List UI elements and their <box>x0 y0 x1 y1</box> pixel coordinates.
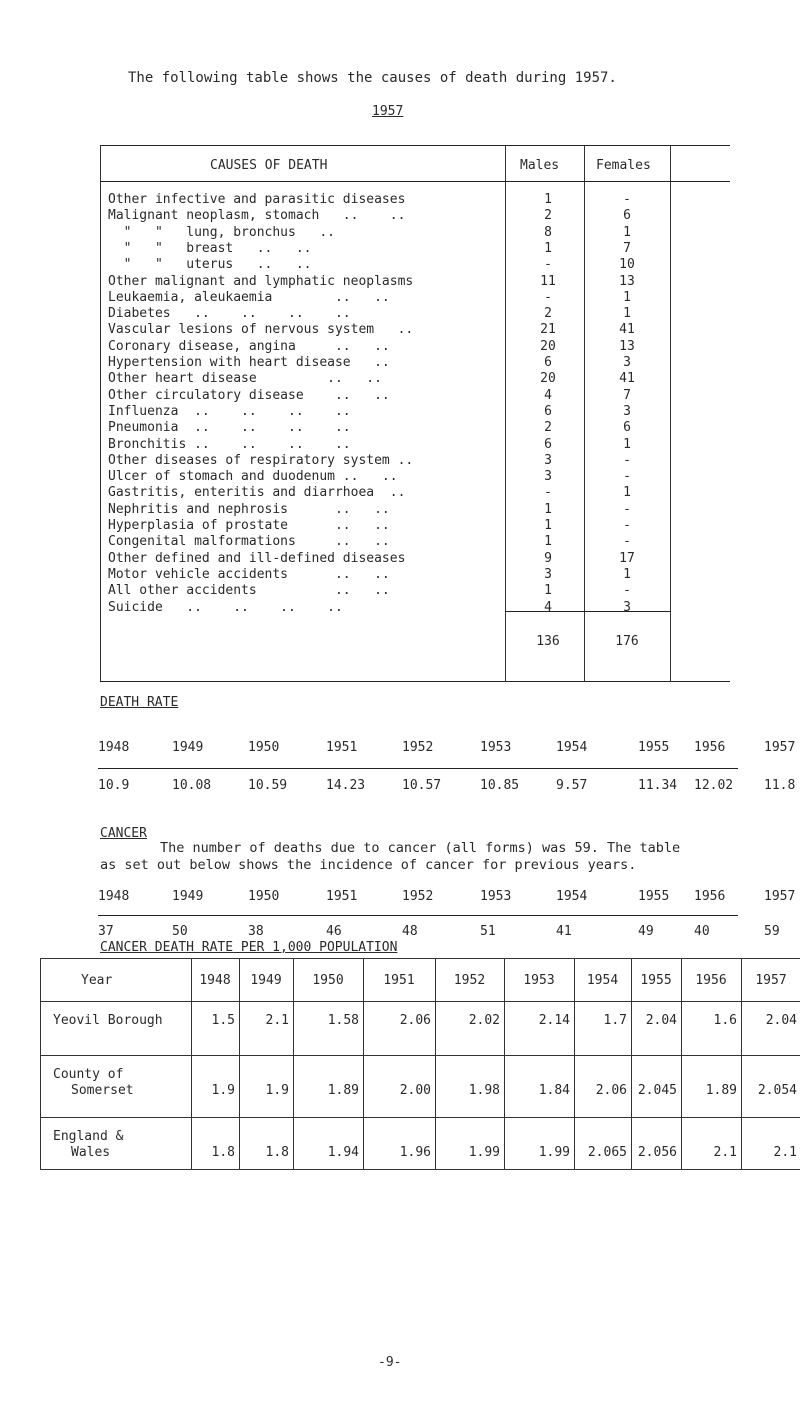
death-rate-value: 14.23 <box>326 778 366 793</box>
rate-value: 2.14 <box>538 1013 570 1028</box>
table-divider <box>435 959 436 1169</box>
total-males: 136 <box>536 634 560 649</box>
females-count: 13 <box>619 338 635 354</box>
table-row <box>100 257 730 274</box>
rate-value: 1.5 <box>211 1013 235 1028</box>
cancer-title: CANCER <box>100 826 147 841</box>
table-row <box>100 290 730 307</box>
males-count: 20 <box>540 371 556 387</box>
rate-value: 2.1 <box>773 1145 797 1160</box>
rate-value: 2.00 <box>399 1083 431 1098</box>
cause-label: Other circulatory disease .. .. <box>108 387 390 403</box>
table-row <box>100 534 730 551</box>
table-row <box>100 371 730 388</box>
cause-label: Other infective and parasitic diseases <box>108 192 406 207</box>
year-header-cell: 1957 <box>755 973 787 988</box>
cause-label: " " lung, bronchus .. <box>108 224 335 240</box>
females-count: 1 <box>623 436 631 452</box>
cause-label: Hyperplasia of prostate .. .. <box>108 518 390 533</box>
rate-value: 2.04 <box>765 1013 797 1028</box>
death-rate-value: 9.57 <box>556 778 588 793</box>
cancer-year: 1953 <box>480 889 512 904</box>
table-row <box>100 437 730 454</box>
males-count: 20 <box>540 338 556 354</box>
males-count: 2 <box>544 208 552 224</box>
table-row <box>100 551 730 568</box>
rate-value: 2.054 <box>757 1083 797 1098</box>
cancer-year: 1950 <box>248 889 280 904</box>
females-count: - <box>623 583 631 599</box>
death-rate-value: 12.02 <box>694 778 734 793</box>
cause-label: Pneumonia .. .. .. .. <box>108 420 351 436</box>
header-males: Males <box>520 158 560 173</box>
table-row <box>100 485 730 502</box>
row-rule <box>41 1001 800 1002</box>
cancer-year: 1952 <box>402 889 434 904</box>
page-number: -9- <box>378 1355 402 1370</box>
death-rate-year: 1948 <box>98 740 130 755</box>
females-count: 17 <box>619 550 635 566</box>
males-count: 21 <box>540 322 556 338</box>
females-count: 10 <box>619 257 635 273</box>
table-divider <box>191 959 192 1169</box>
rate-value: 2.045 <box>637 1083 677 1098</box>
table-row <box>100 404 730 421</box>
row-label: England & <box>53 1129 124 1144</box>
year-header-cell: 1949 <box>250 973 282 988</box>
cancer-year: 1954 <box>556 889 588 904</box>
cause-label: Other diseases of respiratory system .. <box>108 452 414 468</box>
cause-label: Other malignant and lymphatic neoplasms <box>108 273 414 289</box>
females-count: 13 <box>619 273 635 289</box>
rate-value: 1.9 <box>211 1083 235 1098</box>
rate-value: 2.02 <box>468 1013 500 1028</box>
year-header-cell: 1948 <box>199 973 231 988</box>
row-label: County of <box>53 1067 124 1082</box>
males-count: 3 <box>544 452 552 468</box>
cause-label: Congenital malformations .. .. <box>108 534 390 550</box>
rate-value: 1.99 <box>538 1145 570 1160</box>
cause-label: Bronchitis .. .. .. .. <box>108 436 351 452</box>
cancer-count: 40 <box>694 924 710 939</box>
females-count: 6 <box>623 420 631 436</box>
rate-value: 1.84 <box>538 1083 570 1098</box>
females-count: 3 <box>623 599 631 615</box>
death-rate-year: 1951 <box>326 740 358 755</box>
death-rate-year: 1949 <box>172 740 204 755</box>
females-count: 1 <box>623 224 631 240</box>
females-count: 7 <box>623 387 631 403</box>
rate-value: 1.9 <box>265 1083 289 1098</box>
males-count: 4 <box>544 387 552 403</box>
females-count: 1 <box>623 566 631 582</box>
death-rate-year: 1953 <box>480 740 512 755</box>
males-count: 1 <box>544 518 552 533</box>
rate-value: 1.7 <box>603 1013 627 1028</box>
cause-label: Gastritis, enteritis and diarrhoea .. <box>108 485 406 501</box>
cause-label: Nephritis and nephrosis .. .. <box>108 501 390 517</box>
rate-value: 2.06 <box>595 1083 627 1098</box>
males-count: 3 <box>544 469 552 485</box>
year-header: Year <box>81 973 113 988</box>
death-rate-value: 11.34 <box>638 778 678 793</box>
females-count: - <box>623 518 631 533</box>
cause-label: Leukaemia, aleukaemia .. .. <box>108 289 390 305</box>
rate-value: 1.99 <box>468 1145 500 1160</box>
cancer-count: 46 <box>326 924 342 939</box>
cancer-count: 51 <box>480 924 496 939</box>
males-count: - <box>544 289 552 305</box>
cancer-rule <box>98 915 738 916</box>
females-count: 7 <box>623 240 631 256</box>
table-row <box>100 192 730 209</box>
table-row <box>100 502 730 519</box>
cause-label: Motor vehicle accidents .. .. <box>108 566 390 582</box>
year-header-cell: 1954 <box>586 973 619 988</box>
females-count: 1 <box>623 289 631 305</box>
females-count: 6 <box>623 208 631 224</box>
cause-label: Ulcer of stomach and duodenum .. .. <box>108 469 398 485</box>
cancer-text-line-1: The number of deaths due to cancer (all forms) was 59. The table <box>160 840 681 856</box>
death-rate-value: 11.8 <box>764 778 796 793</box>
cancer-count: 50 <box>172 924 188 939</box>
cancer-year: 1948 <box>98 889 130 904</box>
cause-label: Suicide .. .. .. .. <box>108 599 343 615</box>
cancer-count: 48 <box>402 924 418 939</box>
death-rate-values <box>98 778 796 798</box>
cancer-count: 37 <box>98 924 114 939</box>
cancer-year: 1955 <box>638 889 670 904</box>
intro-text: The following table shows the causes of death during 1957. <box>128 70 617 86</box>
cancer-year: 1949 <box>172 889 204 904</box>
males-count: 8 <box>544 224 552 240</box>
year-header-cell: 1951 <box>383 973 415 988</box>
table-row <box>100 208 730 225</box>
cancer-text-line-2: as set out below shows the incidence of cancer for previous years. <box>100 857 637 873</box>
cancer-count: 38 <box>248 924 264 939</box>
males-count: - <box>544 485 552 501</box>
rate-value: 1.98 <box>468 1083 500 1098</box>
row-label: Yeovil Borough <box>53 1013 163 1028</box>
rate-value: 1.58 <box>327 1013 359 1028</box>
males-count: 2 <box>544 306 552 322</box>
table-divider <box>363 959 364 1169</box>
males-count: 4 <box>544 599 552 615</box>
table-row <box>100 225 730 242</box>
males-count: 1 <box>544 534 552 550</box>
females-count: - <box>623 534 631 550</box>
males-count: 11 <box>540 273 556 289</box>
cause-label: Diabetes .. .. .. .. <box>108 306 351 322</box>
table-divider <box>504 959 505 1169</box>
death-rate-value: 10.85 <box>480 778 520 793</box>
death-rate-year: 1954 <box>556 740 588 755</box>
causes-table-title: 1957 <box>372 104 404 119</box>
rate-value: 1.8 <box>265 1145 289 1160</box>
cancer-years <box>98 889 796 909</box>
females-count: 41 <box>619 371 635 387</box>
year-header-cell: 1953 <box>523 973 555 988</box>
death-rate-value: 10.59 <box>248 778 288 793</box>
cause-label: Hypertension with heart disease .. <box>108 355 390 370</box>
table-row <box>100 583 730 600</box>
males-count: 6 <box>544 403 552 419</box>
cause-label: Coronary disease, angina .. .. <box>108 338 390 354</box>
table-divider <box>741 959 742 1169</box>
males-count: 3 <box>544 566 552 582</box>
rate-value: 2.065 <box>587 1145 627 1160</box>
females-count: - <box>623 469 631 485</box>
total-females: 176 <box>615 634 639 649</box>
females-count: 41 <box>619 322 635 338</box>
death-rate-value: 10.08 <box>172 778 212 793</box>
cause-label: Vascular lesions of nervous system .. <box>108 322 414 338</box>
cause-label: Other defined and ill-defined diseases <box>108 550 406 566</box>
row-rule <box>41 1117 800 1118</box>
table-row <box>100 453 730 470</box>
males-count: - <box>544 257 552 273</box>
rate-value: 1.6 <box>713 1013 737 1028</box>
table-row <box>100 469 730 486</box>
rate-value: 2.056 <box>637 1145 677 1160</box>
rate-value: 1.96 <box>399 1145 431 1160</box>
males-count: 6 <box>544 355 552 370</box>
rate-value: 2.1 <box>265 1013 289 1028</box>
table-row <box>100 241 730 258</box>
death-rate-value: 10.57 <box>402 778 442 793</box>
males-count: 1 <box>544 192 552 207</box>
table-row <box>100 274 730 291</box>
row-label: Somerset <box>71 1083 134 1098</box>
cause-label: Malignant neoplasm, stomach .. .. <box>108 208 406 224</box>
table-divider <box>681 959 682 1169</box>
table-row <box>100 600 730 617</box>
cause-label: All other accidents .. .. <box>108 583 390 599</box>
cause-label: Influenza .. .. .. .. <box>108 403 351 419</box>
females-count: 3 <box>623 403 631 419</box>
males-count: 2 <box>544 420 552 436</box>
year-header-cell: 1956 <box>695 973 727 988</box>
table-divider <box>293 959 294 1169</box>
cancer-year: 1951 <box>326 889 358 904</box>
cancer-count: 41 <box>556 924 572 939</box>
table-divider <box>239 959 240 1169</box>
header-causes: CAUSES OF DEATH <box>210 158 328 173</box>
death-rate-year: 1956 <box>694 740 726 755</box>
rate-value: 1.89 <box>327 1083 359 1098</box>
rate-value: 2.06 <box>399 1013 431 1028</box>
death-rate-year: 1957 <box>764 740 796 755</box>
table-row <box>100 355 730 372</box>
males-count: 1 <box>544 501 552 517</box>
females-count: - <box>623 452 631 468</box>
rate-value: 1.89 <box>705 1083 737 1098</box>
rate-value: 1.94 <box>327 1145 359 1160</box>
males-count: 6 <box>544 436 552 452</box>
cause-label: " " breast .. .. <box>108 240 312 256</box>
rate-value: 2.04 <box>645 1013 677 1028</box>
rate-value: 2.1 <box>713 1145 737 1160</box>
table-row <box>100 306 730 323</box>
table-row <box>100 567 730 584</box>
table-row <box>100 518 730 535</box>
table-row <box>100 388 730 405</box>
header-rule <box>100 181 730 182</box>
cancer-rate-title: CANCER DEATH RATE PER 1,000 POPULATION <box>100 940 398 955</box>
cause-label: " " uterus .. .. <box>108 257 312 273</box>
death-rate-years <box>98 740 796 760</box>
causes-of-death-table <box>100 145 730 682</box>
females-count: - <box>623 501 631 517</box>
year-header-cell: 1950 <box>312 973 344 988</box>
females-count: - <box>623 192 631 207</box>
death-rate-value: 10.9 <box>98 778 130 793</box>
cause-label: Other heart disease .. .. <box>108 371 382 387</box>
totals-rule <box>505 611 671 612</box>
cancer-death-rate-table <box>40 958 800 1170</box>
table-row <box>100 420 730 437</box>
header-females: Females <box>596 158 651 173</box>
males-count: 1 <box>544 240 552 256</box>
row-label: Wales <box>71 1145 111 1160</box>
table-divider <box>574 959 575 1169</box>
table-row <box>100 322 730 339</box>
females-count: 1 <box>623 306 631 322</box>
death-rate-title: DEATH RATE <box>100 695 179 710</box>
table-divider <box>631 959 632 1169</box>
females-count: 3 <box>623 355 631 370</box>
males-count: 9 <box>544 550 552 566</box>
death-rate-year: 1955 <box>638 740 670 755</box>
table-row <box>100 339 730 356</box>
cancer-year: 1957 <box>764 889 796 904</box>
males-count: 1 <box>544 583 552 599</box>
cancer-count: 49 <box>638 924 654 939</box>
death-rate-rule <box>98 768 738 769</box>
females-count: 1 <box>623 485 631 501</box>
rate-value: 1.8 <box>211 1145 235 1160</box>
cancer-count: 59 <box>764 924 780 939</box>
death-rate-year: 1952 <box>402 740 434 755</box>
year-header-cell: 1955 <box>640 973 672 988</box>
row-rule <box>41 1055 800 1056</box>
year-header-cell: 1952 <box>453 973 486 988</box>
cancer-year: 1956 <box>694 889 726 904</box>
death-rate-year: 1950 <box>248 740 280 755</box>
